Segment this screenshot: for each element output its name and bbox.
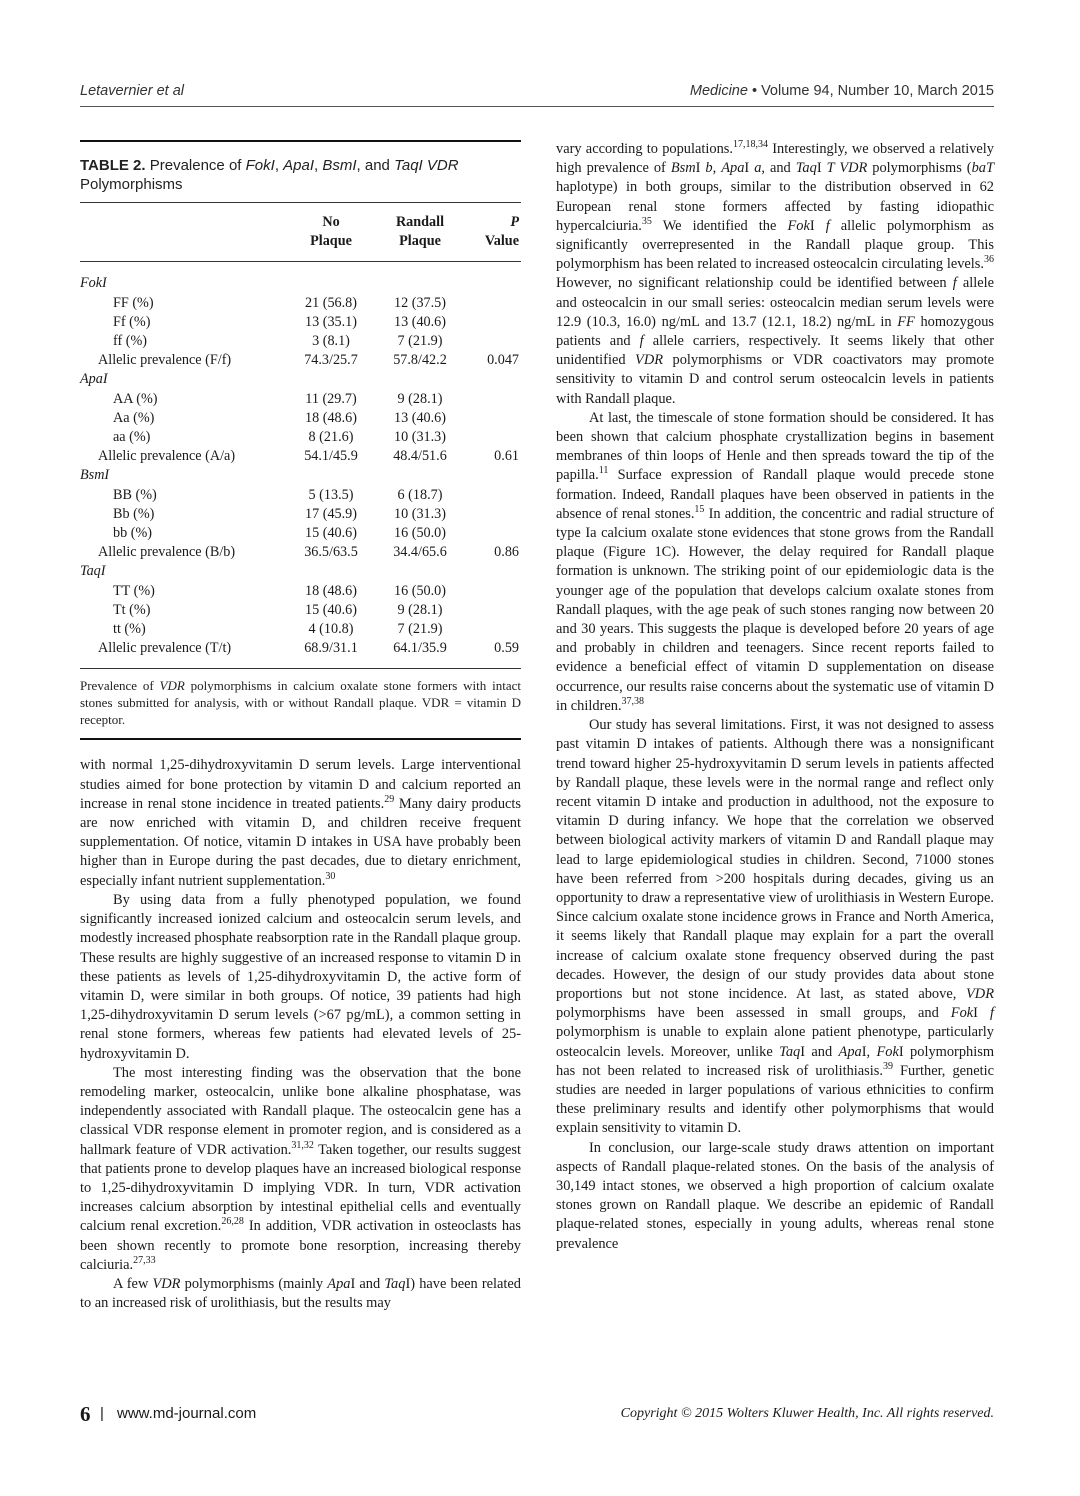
vdr-polymorphism-table: [80, 203, 521, 668]
body-paragraph: A few VDR polymorphisms (mainly ApaI and TaqI) have been related to an increased risk of urolithiasis, but the results may: [80, 1275, 521, 1312]
randall-plaque-value: 16 (50.0): [393, 582, 446, 599]
genotype-label: Ff (%): [113, 313, 151, 330]
randall-plaque-value: 10 (31.3): [393, 505, 446, 522]
table-group-row: [80, 274, 521, 293]
table-row: [80, 409, 521, 428]
randall-plaque-value: 9 (28.1): [397, 601, 443, 618]
header-p-value: P Value: [463, 203, 521, 262]
table-footnote: Prevalence of VDR polymorphisms in calcium oxalate stone formers with intact stones submitted for analysis, with or without Randall plaque. VDR = vitamin D receptor.: [80, 678, 521, 728]
group-name: ApaI: [80, 371, 108, 388]
no-plaque-value: 18 (48.6): [304, 409, 357, 426]
no-plaque-value: 18 (48.6): [304, 582, 357, 599]
p-value-cell: [463, 332, 521, 351]
right-column: [556, 140, 994, 1254]
header-journal-info: [690, 83, 994, 99]
left-body-text: [80, 756, 521, 1313]
group-name: BsmI: [80, 467, 110, 484]
no-plaque-value: 5 (13.5): [308, 486, 354, 503]
body-paragraph: At last, the timescale of stone formation should be considered. It has been shown that calcium phosphate crystallization begins in basement membranes of thin loops of Henle and then spreads toward the tip of the papilla.$^{11}$ Surface expression of Randall plaque would precede stone formation. Indeed, Randall plaques have been observed in patients in the absence of renal stones.$^{15}$ In addition, the concentric and radial structure of type Ia calcium oxalate stone evidences that stone grows from the Randall plaque (Figure 1C). However, the delay required for Randall plaque formation is unknown. The striking point of our epidemiologic data is the younger age of the population that develops calcium oxalate stones from Randall plaques, with the age peak of such stones ranging now between 20 and 30 years. This suggests the plaque is developed before 20 years of age and probably in children and teenagers. Since recent reports failed to evidence a beneficial effect of vitamin D supplementation on disease occurrence, our results raise concerns about the systematic use of vitamin D in children.$^{37,38}$: [556, 409, 995, 714]
p-value-cell: [463, 313, 521, 332]
no-plaque-value: 15 (40.6): [304, 601, 357, 618]
table-row: [80, 601, 521, 620]
table-header-row: [80, 203, 521, 262]
header-divider: [80, 106, 994, 107]
allelic-label: Allelic prevalence (A/a): [98, 448, 236, 465]
genotype-label: Tt (%): [113, 601, 151, 618]
randall-plaque-value: 64.1/35.9: [393, 640, 447, 657]
allelic-prevalence-row: [80, 447, 521, 466]
randall-plaque-value: 6 (18.7): [397, 486, 443, 503]
table-title: Prevalence of FokI, ApaI, BsmI, and TaqI VDR Polymorphisms: [80, 157, 459, 193]
genotype-label: Bb (%): [113, 505, 155, 522]
p-value-cell: [463, 620, 521, 639]
table-body: [80, 262, 521, 669]
page-footer: [80, 1402, 994, 1427]
p-value-cell: [463, 505, 521, 524]
no-plaque-value: 36.5/63.5: [304, 544, 358, 561]
genotype-label: AA (%): [113, 390, 158, 407]
genotype-label: bb (%): [113, 525, 153, 542]
allelic-label: Allelic prevalence (B/b): [98, 544, 236, 561]
header-empty: [80, 203, 285, 262]
allelic-prevalence-row: [80, 351, 521, 370]
p-value-cell: [463, 409, 521, 428]
allelic-label: Allelic prevalence (T/t): [98, 640, 232, 657]
no-plaque-value: 17 (45.9): [304, 505, 357, 522]
table-group-row: [80, 466, 521, 485]
randall-plaque-value: 34.4/65.6: [393, 544, 447, 561]
left-column: [80, 140, 521, 1313]
header-bullet: •: [751, 83, 758, 99]
no-plaque-value: 74.3/25.7: [304, 352, 358, 369]
p-value-cell: [463, 601, 521, 620]
randall-plaque-value: 7 (21.9): [397, 333, 443, 350]
p-value: 0.86: [494, 544, 519, 561]
right-body-text: [556, 140, 994, 1254]
p-value-cell: [463, 428, 521, 447]
table-row: [80, 313, 521, 332]
copyright-notice: Copyright © 2015 Wolters Kluwer Health, Inc. All rights reserved.: [620, 1406, 994, 1421]
table-row: [80, 332, 521, 351]
allelic-prevalence-row: [80, 543, 521, 562]
p-value: 0.59: [494, 640, 519, 657]
genotype-label: tt (%): [113, 621, 146, 638]
table-caption: [80, 140, 521, 194]
header-volume: Volume 94, Number 10, March 2015: [761, 83, 994, 99]
genotype-label: ff (%): [113, 333, 148, 350]
p-value: 0.61: [494, 448, 519, 465]
table-group-row: [80, 370, 521, 389]
body-paragraph: In conclusion, our large-scale study draws attention on important aspects of Randall plaque-related stones. On the basis of the analysis of 30,149 intact stones, we observed a high proportion of calcium oxalate stones grown on Randall plaque. We describe an epidemic of Randall plaque-related stones, especially in young adults, whereas renal stone prevalence: [556, 1139, 994, 1252]
header-no-plaque: No Plaque: [285, 203, 377, 262]
table-bottom-divider: [80, 668, 521, 669]
no-plaque-value: 11 (29.7): [305, 390, 357, 407]
p-value-cell: [463, 390, 521, 409]
body-paragraph: with normal 1,25-dihydroxyvitamin D serum levels. Large interventional studies aimed for bone protection by vitamin D and calcium reported an increase in renal stone incidence in treated patients.$^{29}$ Many dairy products are now enriched with vitamin D, and children receive frequent supplementation. Of notice, vitamin D intakes in USA have probably been higher than in Europe during the past decades, due to dietary enrichment, especially infant nutrient supplementation.$^{30}$: [80, 757, 522, 889]
no-plaque-value: 15 (40.6): [304, 525, 357, 542]
group-name: FokI: [80, 275, 107, 292]
genotype-label: FF (%): [113, 294, 154, 311]
table-group-row: [80, 562, 521, 581]
no-plaque-value: 21 (56.8): [304, 294, 357, 311]
header-authors: Letavernier et al: [80, 83, 184, 99]
table-row: [80, 390, 521, 409]
no-plaque-value: 8 (21.6): [308, 429, 354, 446]
no-plaque-value: 3 (8.1): [312, 333, 350, 350]
randall-plaque-value: 16 (50.0): [393, 525, 446, 542]
randall-plaque-value: 7 (21.9): [397, 621, 443, 638]
header-journal-name: Medicine: [689, 83, 748, 99]
table-label: TABLE 2.: [80, 157, 146, 174]
randall-plaque-value: 12 (37.5): [393, 294, 446, 311]
randall-plaque-value: 13 (40.6): [393, 313, 446, 330]
table-row: [80, 620, 521, 639]
body-paragraph: By using data from a fully phenotyped population, we found significantly increased ionized calcium and osteocalcin serum levels, and modestly increased phosphate reabsorption rate in the Randall plaque group. These results are highly suggestive of an increased response to vitamin D in these patients as levels of 1,25-dihydroxyvitamin D, the active form of vitamin D, were similar in both groups. Of notice, 39 patients had high 1,25-dihydroxyvitamin D serum levels (>67 pg/mL), a common setting in renal stone formers, whereas few patients had elevated levels of 25-hydroxyvitamin D.: [80, 891, 521, 1062]
p-value-cell: [463, 524, 521, 543]
table-row: [80, 505, 521, 524]
page-number: 6: [80, 1402, 91, 1426]
table-row: [80, 294, 521, 313]
table-row: [80, 428, 521, 447]
randall-plaque-value: 9 (28.1): [397, 390, 443, 407]
footer-separator: |: [100, 1405, 104, 1422]
no-plaque-value: 13 (35.1): [304, 313, 357, 330]
no-plaque-value: 54.1/45.9: [304, 448, 358, 465]
table-row: [80, 524, 521, 543]
header-randall-plaque: Randall Plaque: [377, 203, 463, 262]
no-plaque-value: 68.9/31.1: [304, 640, 358, 657]
genotype-label: TT (%): [113, 582, 155, 599]
table-row: [80, 582, 521, 601]
no-plaque-value: 4 (10.8): [308, 621, 354, 638]
randall-plaque-value: 13 (40.6): [393, 409, 446, 426]
table-row: [80, 486, 521, 505]
p-value: 0.047: [487, 352, 519, 369]
p-value-cell: [463, 486, 521, 505]
journal-url-link[interactable]: www.md-journal.com: [117, 1405, 257, 1422]
p-value-cell: [463, 294, 521, 313]
table-spacer-row: [80, 262, 521, 275]
p-value-cell: [463, 582, 521, 601]
randall-plaque-value: 10 (31.3): [393, 429, 446, 446]
allelic-prevalence-row: [80, 639, 521, 668]
table-end-divider: [80, 738, 521, 740]
body-paragraph: Our study has several limitations. First, it was not designed to assess past vitamin D intakes of patients. Although there was a nonsignificant trend toward higher 25-hydroxyvitamin D serum levels in patients affected by Randall plaque, these levels were in the normal range and reflect only recent vitamin D intake and production in adulthood, not the exposure to vitamin D during infancy. We hope that the correlation we observed between biological activity markers of vitamin D and Randall plaque may lead to large epidemiological studies in children. Second, 71000 stones have been referred from >200 hospitals during decades, giving us an opportunity to draw a representative view of urolithiasis in Western Europe. Since calcium oxalate stone incidence grows in France and North America, it seems likely that Randall plaque may explain for a part the overall increase of calcium oxalate stone frequency observed during the past decades. However, the design of our study provides data about stone proportions but not stone incidence. At last, as stated above, VDR polymorphisms have been assessed in small groups, and FokI f polymorphism is unable to explain alone patient phenotype, particularly osteocalcin levels. Moreover, unlike TaqI and ApaI, FokI polymorphism has not been related to increased risk of urolithiasis.$^{39}$ Further, genetic studies are needed in larger populations of various ethnicities to confirm these preliminary results and identify other polymorphisms that would explain sensitivity to vitamin D.: [556, 717, 995, 1137]
genotype-label: BB (%): [113, 486, 157, 503]
group-name: TaqI: [80, 563, 106, 580]
randall-plaque-value: 57.8/42.2: [393, 352, 447, 369]
body-paragraph: vary according to populations.$^{17,18,34}$ Interestingly, we observed a relatively high prevalence of BsmI b, ApaI a, and TaqI T VDR polymorphisms (baT haplotype) in both groups, similar to the distribution observed in 62 European renal stone formers affected by fasting idiopathic hypercalciuria.$^{35}$ We identified the FokI f allelic polymorphism as significantly overrepresented in the Randall plaque group. This polymorphism has been related to increased osteocalcin circulating levels.$^{36}$ However, no significant relationship could be identified between f allele and osteocalcin in our small series: osteocalcin median serum levels were 12.9 (10.3, 16.0) ng/mL and 13.7 (12.1, 18.2) ng/mL in FF homozygous patients and f allele carriers, respectively. It seems likely that other unidentified VDR polymorphisms or VDR coactivators may promote sensitivity to vitamin D and control serum osteocalcin levels in patients with Randall plaque.: [556, 139, 995, 407]
body-paragraph: The most interesting finding was the observation that the bone remodeling marker, osteocalcin, unlike bone alkaline phosphatase, was independently associated with Randall plaque. The osteocalcin gene has a classical VDR response element in promoter region, and is considered as a hallmark feature of VDR activation.$^{31,32}$ Taken together, our results suggest that patients prone to develop plaques have an increased biological response to 1,25-dihydroxyvitamin D implying VDR. In turn, VDR activation increases calcium absorption by intestinal epithelial cells and eventually calcium renal excretion.$^{26,28}$ In addition, VDR activation in osteoclasts has been shown recently to promote bone resorption, increasing thereby calciuria.$^{27,33}$: [80, 1064, 521, 1273]
genotype-label: aa (%): [113, 429, 151, 446]
genotype-label: Aa (%): [113, 409, 155, 426]
running-header: [80, 83, 994, 105]
randall-plaque-value: 48.4/51.6: [393, 448, 447, 465]
allelic-label: Allelic prevalence (F/f): [98, 352, 232, 369]
